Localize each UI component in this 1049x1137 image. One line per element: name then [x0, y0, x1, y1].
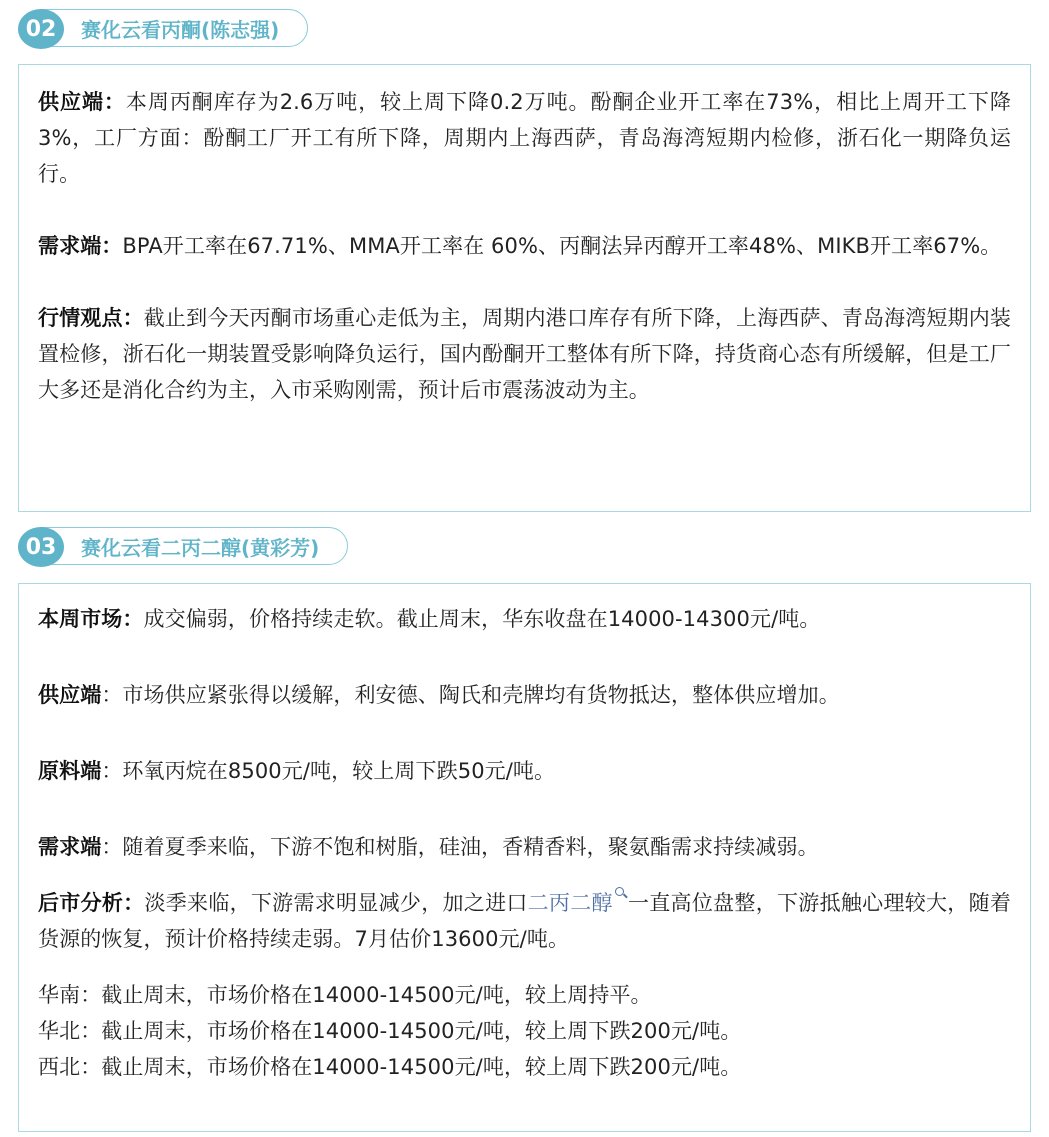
dpg-search-link[interactable]: 二丙二醇 — [527, 891, 613, 915]
dpg-raw-label: 原料端 — [38, 759, 102, 783]
section-03-title: 赛化云看二丙二醇(黄彩芳) — [40, 527, 348, 565]
section-02-number: 02 — [18, 9, 64, 49]
acetone-supply-label: 供应端： — [38, 90, 126, 114]
dpg-region-northwest: 西北：截止周末，市场价格在14000-14500元/吨，较上周下跌200元/吨。 — [38, 1055, 742, 1079]
acetone-supply-text: 本周丙酮库存为2.6万吨，较上周下降0.2万吨。酚酮企业开工率在73%，相比上周开工下降3%，工厂方面：酚酮工厂开工有所下降，周期内上海西萨，青岛海湾短期内检修，浙石化一期降负运行。 — [38, 90, 1011, 186]
dpg-market-paragraph — [38, 601, 1011, 637]
dpg-supply-label: 供应端 — [38, 683, 102, 707]
dpg-raw-paragraph — [38, 753, 1011, 789]
acetone-demand-paragraph — [38, 228, 1011, 264]
dpg-region-south: 华南：截止周末，市场价格在14000-14500元/吨，较上周持平。 — [38, 983, 652, 1007]
dpg-outlook-text-a: 淡季来临，下游需求明显减少，加之进口 — [144, 891, 528, 915]
dpg-supply-text: ：市场供应紧张得以缓解，利安德、陶氏和壳牌均有货物抵达，整体供应增加。 — [101, 683, 840, 707]
dpg-demand-label: 需求端 — [38, 835, 102, 859]
dpg-supply-paragraph — [38, 677, 1011, 713]
dpg-outlook-paragraph — [38, 885, 1011, 957]
section-02-box — [18, 64, 1031, 512]
section-03-number: 03 — [18, 527, 64, 567]
acetone-demand-label: 需求端： — [38, 234, 123, 258]
acetone-demand-text: BPA开工率在67.71%、MMA开工率在 60%、丙酮法异丙醇开工率48%、MIKB开工率67%。 — [122, 234, 1002, 258]
acetone-view-paragraph — [38, 300, 1011, 408]
dpg-market-label: 本周市场： — [38, 607, 144, 631]
acetone-view-label: 行情观点： — [38, 306, 144, 330]
dpg-outlook-label: 后市分析： — [38, 891, 145, 915]
dpg-demand-text: ：随着夏季来临，下游不饱和树脂，硅油，香精香料，聚氨酯需求持续减弱。 — [101, 835, 819, 859]
dpg-outlook-text-b: 一直高位盘整，下游抵触心理较大，随着货源的恢复，预计价格持续走弱。7月估价13600元/吨。 — [38, 891, 1011, 951]
acetone-view-text: 截止到今天丙酮市场重心走低为主，周期内港口库存有所下降，上海西萨、青岛海湾短期内装置检修，浙石化一期装置受影响降负运行，国内酚酮开工整体有所下降，持货商心态有所缓解，但是工厂大多还是消化合约为主，入市采购刚需，预计后市震荡波动为主。 — [38, 306, 1011, 402]
dpg-raw-text: ：环氧丙烷在8500元/吨，较上周下跌50元/吨。 — [101, 759, 556, 783]
section-03-box — [18, 583, 1031, 1132]
section-02-title: 赛化云看丙酮(陈志强) — [40, 9, 308, 47]
dpg-market-text: 成交偏弱，价格持续走软。截止周末，华东收盘在14000-14300元/吨。 — [143, 607, 821, 631]
dpg-demand-paragraph — [38, 829, 1011, 865]
dpg-region-north: 华北：截止周末，市场价格在14000-14500元/吨，较上周下跌200元/吨。 — [38, 1019, 742, 1043]
acetone-supply-paragraph — [38, 84, 1011, 192]
search-icon[interactable] — [614, 886, 628, 900]
